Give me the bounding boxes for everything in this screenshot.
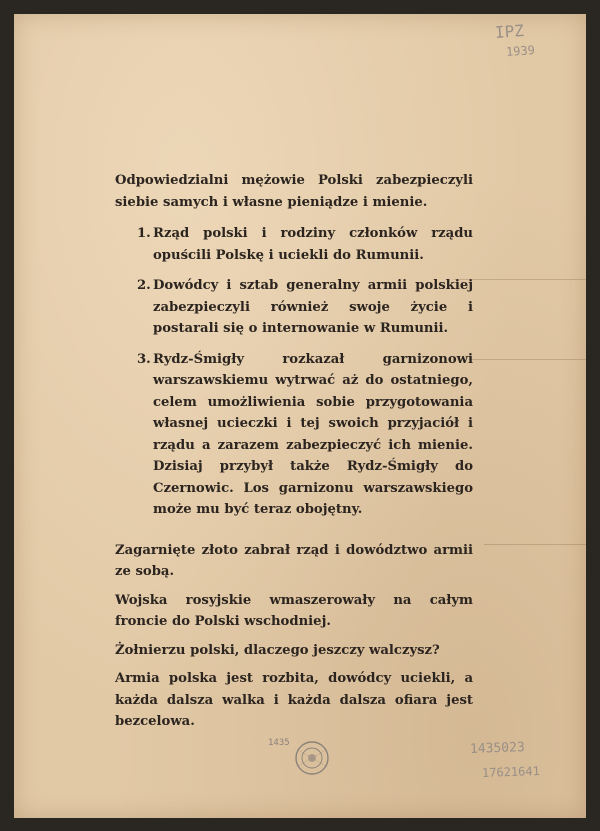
paper-fold-mark bbox=[469, 359, 586, 360]
leaflet-text bbox=[115, 170, 473, 740]
points-list bbox=[115, 223, 473, 521]
point-text: Rząd polski i rodziny członków rządu opuścili Polskę i uciekli do Rumunii. bbox=[153, 226, 473, 263]
point-text: Dowódcy i sztab generalny armii polskiej zabezpieczyli również swoje życie i postarali się o internowanie w Rumunii. bbox=[153, 278, 473, 336]
closing-gold: Zagarnięte złoto zabrał rząd i dowództwo armii ze sobą. bbox=[115, 542, 473, 579]
paper-fold-mark bbox=[484, 544, 586, 545]
closing-russian-troops: Wojska rosyjskie wmaszerowały na całym froncie do Polski wschodniej. bbox=[115, 592, 473, 629]
archive-number-bottom-1: 1435023 bbox=[469, 740, 526, 757]
point-number: 3. bbox=[137, 351, 151, 367]
list-item bbox=[115, 275, 473, 340]
stamp-number: 1435 bbox=[268, 738, 290, 748]
closing-question: Żołnierzu polski, dlaczego jeszczy walczysz? bbox=[115, 642, 440, 658]
intro-paragraph: Odpowiedzialni mężowie Polski zabezpieczyli siebie samych i własne pieniądze i mienie. bbox=[115, 173, 473, 210]
paper-fold-mark bbox=[454, 279, 586, 280]
closing-final: Armia polska jest rozbita, dowódcy uciekli, a każda dalsza walka i każda dalsza ofiara jest bezcelowa. bbox=[115, 671, 473, 729]
point-number: 1. bbox=[137, 226, 151, 241]
point-text: Rydz-Śmigły rozkazał garnizonowi warszawskiemu wytrwać aż do ostatniego, celem umożliwienia sobie przygotowania własnej ucieczki i tej swoich przyjaciół i rządu a zarazem zabezpieczyć ich mienie. Dzisiaj przybył także Rydz-Śmigły do Czernowic. Los garnizonu warszawskiego może mu być teraz obojętny. bbox=[153, 351, 473, 517]
point-number: 2. bbox=[137, 278, 151, 293]
list-item bbox=[115, 349, 473, 521]
archive-year-top: 1939 bbox=[505, 43, 536, 59]
list-item bbox=[115, 223, 473, 266]
archive-number-bottom-2: 17621641 bbox=[481, 763, 541, 781]
archive-number-top: IPZ bbox=[494, 21, 525, 42]
